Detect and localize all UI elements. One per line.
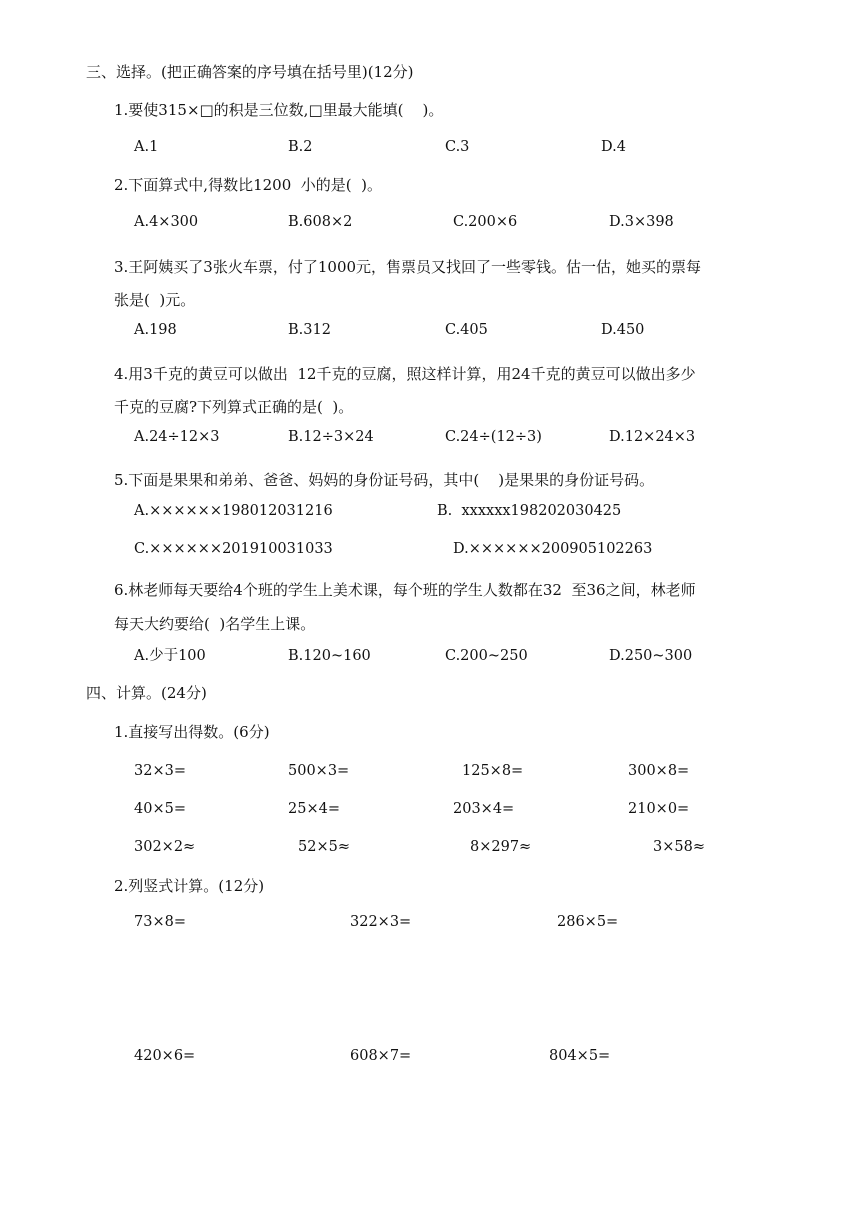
mental-calc-item: 25×4=	[288, 801, 340, 817]
question-1-option-c: C.3	[445, 139, 470, 155]
question-1-option-b: B.2	[288, 139, 313, 155]
calc-part1-title: 1.直接写出得数。(6分)	[114, 723, 270, 741]
vertical-calc-item: 322×3=	[350, 914, 412, 930]
mental-calc-item: 32×3=	[134, 763, 186, 779]
question-3-option-a: A.198	[134, 322, 177, 338]
question-2-option-b: B.608×2	[288, 214, 353, 230]
question-5-option-b: B. xxxxxx198202030425	[437, 503, 622, 519]
section4-title: 四、计算。(24分)	[86, 684, 207, 702]
mental-calc-item: 40×5=	[134, 801, 186, 817]
vertical-calc-item: 804×5=	[549, 1048, 611, 1064]
question-2-text: 2.下面算式中,得数比1200 小的是( )。	[114, 176, 383, 194]
vertical-calc-item: 420×6=	[134, 1048, 196, 1064]
question-6-option-d: D.250~300	[609, 648, 693, 664]
question-2-option-d: D.3×398	[609, 214, 674, 230]
question-4-option-b: B.12÷3×24	[288, 429, 374, 445]
question-1-option-d: D.4	[601, 139, 626, 155]
question-3-option-b: B.312	[288, 322, 331, 338]
mental-calc-item: 8×297≈	[470, 839, 532, 855]
question-4-text-line1: 4.用3千克的黄豆可以做出 12千克的豆腐，照这样计算，用24千克的黄豆可以做出多少	[114, 365, 696, 383]
question-1-option-a: A.1	[134, 139, 159, 155]
vertical-calc-item: 286×5=	[557, 914, 619, 930]
question-2-option-c: C.200×6	[453, 214, 518, 230]
question-3-text-line1: 3.王阿姨买了3张火车票，付了1000元，售票员又找回了一些零钱。估一估，她买的票每	[114, 258, 702, 276]
calc-part2-title: 2.列竖式计算。(12分)	[114, 877, 265, 895]
section3-title: 三、选择。(把正确答案的序号填在括号里)(12分)	[86, 63, 414, 81]
mental-calc-item: 125×8=	[462, 763, 524, 779]
mental-calc-item: 300×8=	[628, 763, 690, 779]
question-3-text-line2: 张是( )元。	[114, 291, 196, 309]
question-3-option-c: C.405	[445, 322, 488, 338]
mental-calc-item: 500×3=	[288, 763, 350, 779]
question-6-option-a: A.少于100	[134, 648, 206, 664]
question-5-option-d: D.××××××200905102263	[453, 541, 653, 557]
question-5-option-a: A.××××××198012031216	[134, 503, 333, 519]
question-6-text-line1: 6.林老师每天要给4个班的学生上美术课，每个班的学生人数都在32 至36之间，林老师	[114, 581, 696, 599]
question-6-option-b: B.120~160	[288, 648, 371, 664]
question-1-text: 1.要使315×□的积是三位数,□里最大能填( )。	[114, 101, 444, 119]
question-4-text-line2: 千克的豆腐?下列算式正确的是( )。	[114, 398, 354, 416]
mental-calc-item: 210×0=	[628, 801, 690, 817]
question-5-text: 5.下面是果果和弟弟、爸爸、妈妈的身份证号码，其中( )是果果的身份证号码。	[114, 471, 655, 489]
vertical-calc-item: 608×7=	[350, 1048, 412, 1064]
mental-calc-item: 203×4=	[453, 801, 515, 817]
question-6-option-c: C.200~250	[445, 648, 528, 664]
question-4-option-d: D.12×24×3	[609, 429, 696, 445]
mental-calc-item: 52×5≈	[298, 839, 350, 855]
question-5-option-c: C.××××××201910031033	[134, 541, 333, 557]
question-4-option-c: C.24÷(12÷3)	[445, 429, 542, 445]
mental-calc-item: 3×58≈	[653, 839, 705, 855]
question-4-option-a: A.24÷12×3	[134, 429, 220, 445]
question-6-text-line2: 每天大约要给( )名学生上课。	[114, 615, 316, 633]
vertical-calc-item: 73×8=	[134, 914, 186, 930]
question-3-option-d: D.450	[601, 322, 645, 338]
question-2-option-a: A.4×300	[134, 214, 199, 230]
mental-calc-item: 302×2≈	[134, 839, 196, 855]
